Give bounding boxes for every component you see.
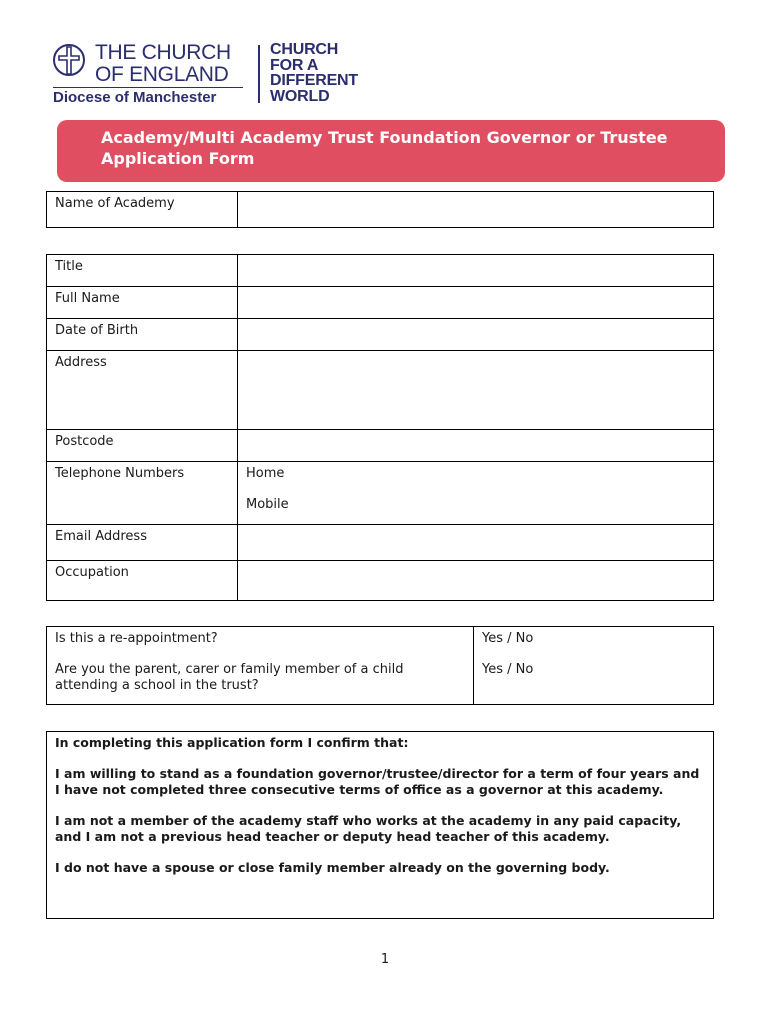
address-label: Address <box>47 351 238 430</box>
confirmation-statement: I do not have a spouse or close family member already on the governing body. <box>55 860 610 875</box>
academy-name-field[interactable] <box>238 192 714 228</box>
tagline-logo <box>270 42 358 104</box>
home-phone-label: Home <box>246 466 285 481</box>
email-label: Email Address <box>47 525 238 561</box>
form-title: Academy/Multi Academy Trust Foundation Governor or Trustee Application Form <box>101 128 668 168</box>
confirmation-statement: I am willing to stand as a foundation governor/trustee/director for a term of four years and I have not completed three consecutive terms of office as a governor at this academy. <box>55 766 700 797</box>
confirmation-box <box>46 731 714 919</box>
personal-details-table <box>46 254 714 601</box>
postcode-label: Postcode <box>47 430 238 462</box>
confirmation-statement: I am not a member of the academy staff who works at the academy in any paid capacity, and I am not a previous head teacher or deputy head teacher of this academy. <box>55 813 682 844</box>
address-field[interactable] <box>238 351 714 430</box>
page-number: 1 <box>380 952 390 967</box>
logo-text-line1: THE CHURCH <box>95 41 231 64</box>
tagline-line: FOR A <box>270 56 319 74</box>
church-of-england-logo <box>53 42 263 106</box>
occupation-field[interactable] <box>238 561 714 601</box>
family-member-question: Are you the parent, carer or family member of a child attending a school in the trust? <box>47 658 474 705</box>
cross-emblem-icon <box>53 42 87 78</box>
header-divider <box>258 45 260 103</box>
occupation-label: Occupation <box>47 561 238 601</box>
telephone-label: Telephone Numbers <box>47 462 238 525</box>
full-name-field[interactable] <box>238 287 714 319</box>
family-member-answer[interactable]: Yes / No <box>474 658 714 705</box>
diocese-name: Diocese of Manchester <box>53 89 217 106</box>
academy-table <box>46 191 714 228</box>
tagline-line: WORLD <box>270 87 330 105</box>
title-label: Title <box>47 255 238 287</box>
mobile-phone-label: Mobile <box>246 497 289 512</box>
tagline-line: CHURCH <box>270 41 339 58</box>
confirmation-heading: In completing this application form I confirm that: <box>55 735 409 750</box>
logo-text-line2: OF ENGLAND <box>95 63 229 86</box>
telephone-field[interactable] <box>238 462 714 525</box>
postcode-field[interactable] <box>238 430 714 462</box>
logo-divider <box>53 87 243 88</box>
questions-table <box>46 626 714 705</box>
email-field[interactable] <box>238 525 714 561</box>
date-of-birth-label: Date of Birth <box>47 319 238 351</box>
title-field[interactable] <box>238 255 714 287</box>
tagline-line: DIFFERENT <box>270 72 358 89</box>
reappointment-answer[interactable]: Yes / No <box>474 627 714 658</box>
academy-name-label: Name of Academy <box>47 192 238 228</box>
full-name-label: Full Name <box>47 287 238 319</box>
reappointment-question: Is this a re-appointment? <box>47 627 474 658</box>
date-of-birth-field[interactable] <box>238 319 714 351</box>
